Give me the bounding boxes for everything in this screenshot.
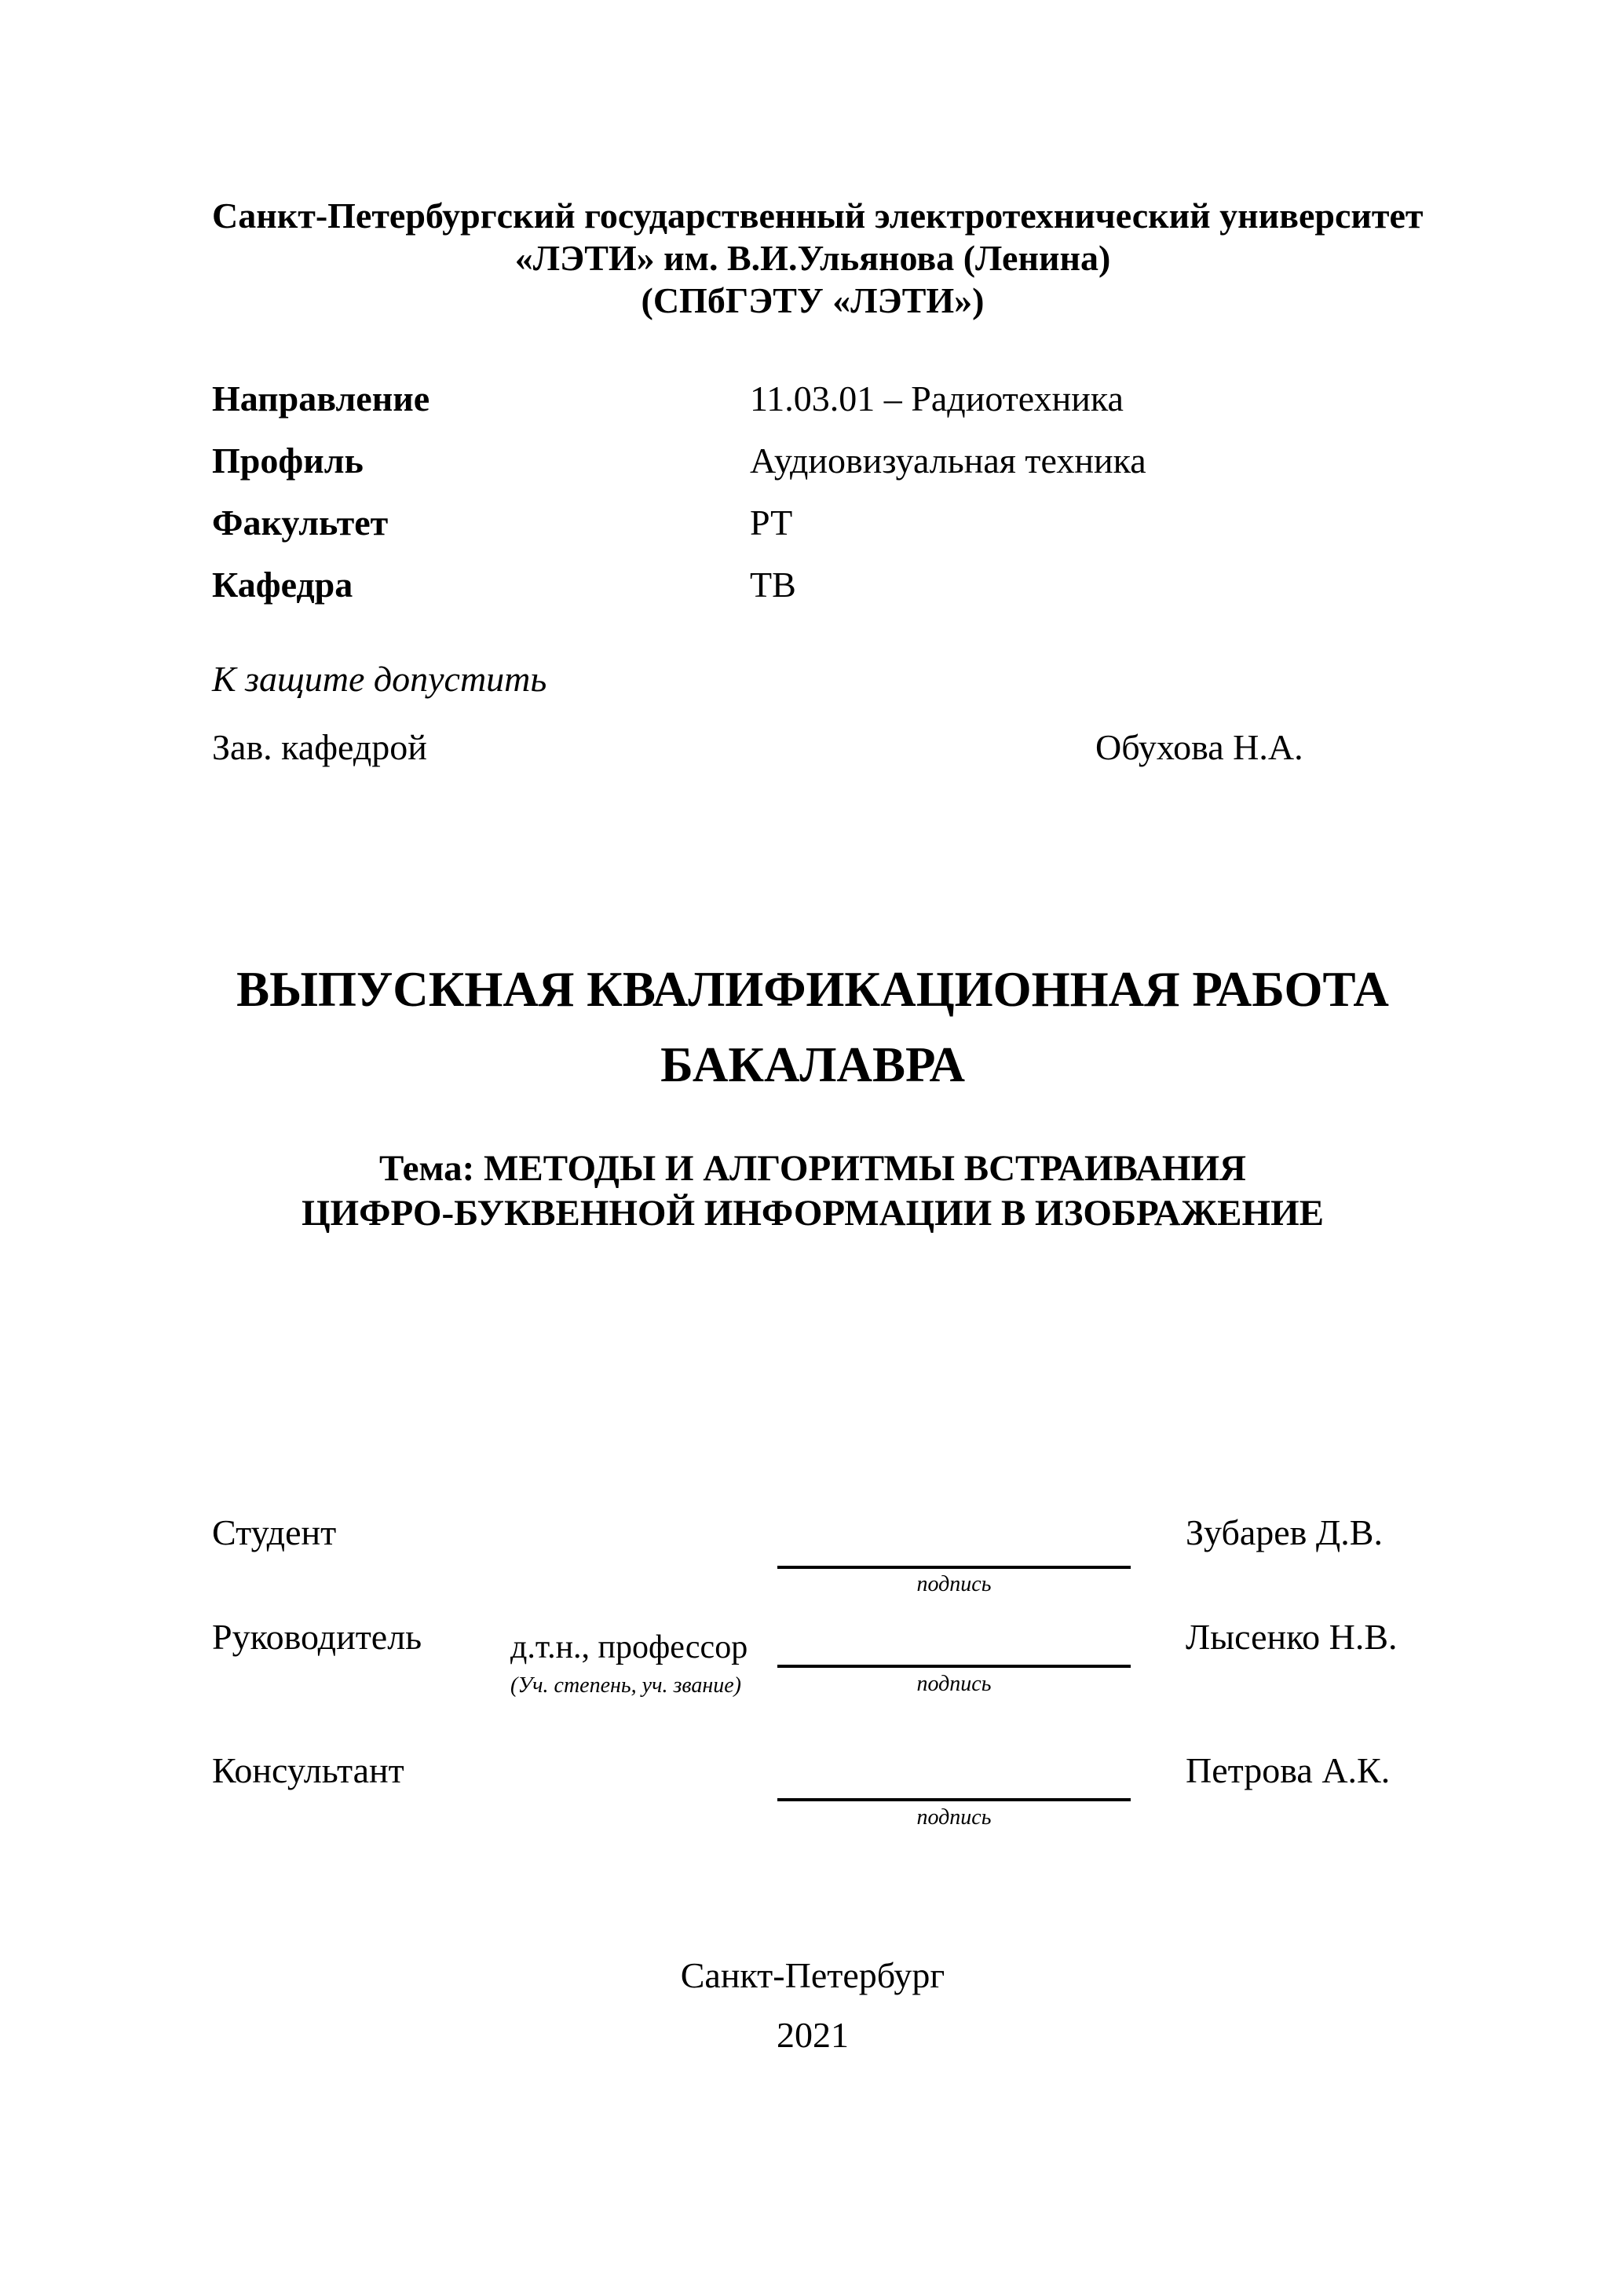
student-signature-caption: подпись <box>916 1572 992 1596</box>
admit-to-defense-line: К защите допустить <box>212 659 547 699</box>
university-header <box>212 195 1424 322</box>
university-name-line1: Санкт-Петербургский государственный электротехнический университет <box>212 196 1424 236</box>
thesis-theme <box>212 1146 1413 1236</box>
student-role-label: Студент <box>212 1512 337 1552</box>
footer-block <box>212 1946 1413 2065</box>
supervisor-signature-line <box>777 1616 1131 1668</box>
program-fields <box>212 367 1413 616</box>
field-row-faculty <box>212 492 1413 554</box>
university-name-line2: «ЛЭТИ» им. В.И.Ульянова (Ленина) <box>514 238 1111 278</box>
supervisor-degree-note: (Уч. степень, уч. звание) <box>510 1673 741 1698</box>
department-value: ТВ <box>750 565 796 605</box>
department-head-label: Зав. кафедрой <box>212 727 427 767</box>
field-row-direction <box>212 367 1413 430</box>
consultant-signature-line <box>777 1749 1131 1801</box>
consultant-role-label: Консультант <box>212 1750 404 1790</box>
footer-year: 2021 <box>777 2015 849 2055</box>
field-row-profile <box>212 430 1413 492</box>
consultant-signature-caption: подпись <box>916 1805 992 1830</box>
faculty-label: Факультет <box>212 503 389 543</box>
thesis-title-line1: ВЫПУСКНАЯ КВАЛИФИКАЦИОННАЯ РАБОТА <box>236 962 1389 1017</box>
supervisor-degree: д.т.н., профессор <box>510 1629 748 1665</box>
supervisor-signature-caption: подпись <box>916 1672 992 1696</box>
thesis-theme-line1: Тема: МЕТОДЫ И АЛГОРИТМЫ ВСТРАИВАНИЯ <box>379 1148 1246 1189</box>
university-name-line3: (СПбГЭТУ «ЛЭТИ») <box>641 280 985 320</box>
direction-value: 11.03.01 – Радиотехника <box>750 378 1124 419</box>
direction-label: Направление <box>212 378 430 419</box>
thesis-title <box>212 952 1413 1102</box>
field-row-department <box>212 554 1413 616</box>
footer-city: Санкт-Петербург <box>680 1955 945 1995</box>
department-head-row <box>212 726 1413 768</box>
faculty-value: РТ <box>750 503 793 543</box>
department-label: Кафедра <box>212 565 353 605</box>
supervisor-role-label: Руководитель <box>212 1617 422 1657</box>
consultant-name: Петрова А.К. <box>1186 1750 1391 1790</box>
supervisor-name: Лысенко Н.В. <box>1186 1617 1398 1657</box>
profile-value: Аудиовизуальная техника <box>750 441 1146 481</box>
profile-label: Профиль <box>212 441 364 481</box>
student-name: Зубарев Д.В. <box>1186 1512 1383 1552</box>
thesis-title-line2: БАКАЛАВРА <box>660 1037 965 1092</box>
student-signature-line <box>777 1512 1131 1569</box>
thesis-theme-line2: ЦИФРО-БУКВЕННОЙ ИНФОРМАЦИИ В ИЗОБРАЖЕНИЕ <box>302 1193 1324 1234</box>
department-head-name: Обухова Н.А. <box>1095 727 1303 767</box>
